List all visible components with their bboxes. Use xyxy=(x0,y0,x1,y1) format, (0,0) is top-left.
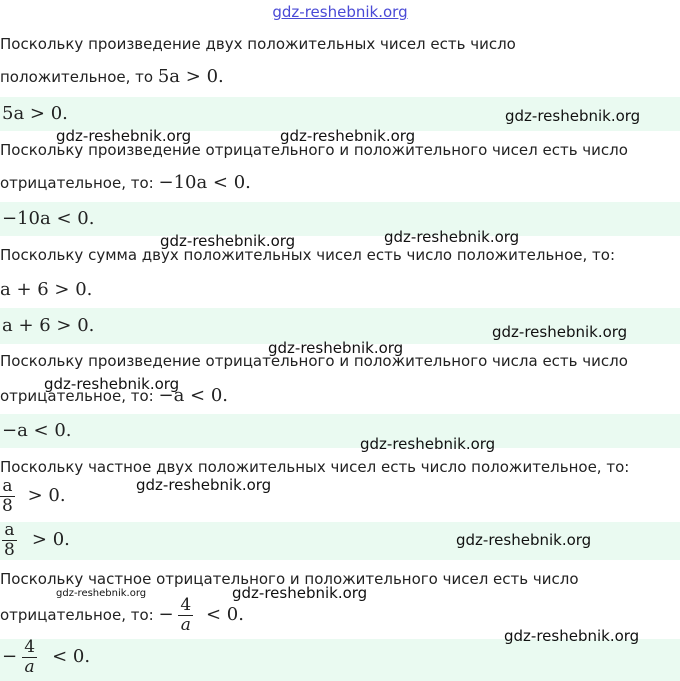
block3-inline-math: a + 6 > 0. xyxy=(0,279,93,300)
block6-inline-rest: < 0. xyxy=(205,604,244,625)
block2-answer-band xyxy=(0,202,680,236)
block4-answer: −a < 0. xyxy=(2,420,72,441)
block5-answer-fraction-denominator: 8 xyxy=(4,540,15,560)
block5-inline-fraction-denominator: 8 xyxy=(2,496,13,516)
block6-answer-fraction xyxy=(22,639,37,676)
watermark: gdz-reshebnik.org xyxy=(56,588,147,599)
block4-inline-math: −a < 0. xyxy=(158,385,228,406)
block2-answer: −10a < 0. xyxy=(2,208,95,229)
block6-answer-rest: < 0. xyxy=(52,646,91,667)
watermark: gdz-reshebnik.org xyxy=(136,476,272,494)
block1-text-line1: Поскольку произведение двух положительных чисел есть число xyxy=(0,35,516,53)
watermark: gdz-reshebnik.org xyxy=(232,584,368,602)
block5-text-line2 xyxy=(0,478,66,514)
block5-answer-fraction xyxy=(2,522,17,559)
block5-inline-fraction xyxy=(0,478,15,515)
block2-text-line1: Поскольку произведение отрицательного и положительного чисел есть число xyxy=(0,141,628,159)
block2-text-label: отрицательное, то: xyxy=(0,174,154,192)
block3-answer: a + 6 > 0. xyxy=(2,315,95,336)
block6-inline-fraction-numerator: 4 xyxy=(180,595,192,615)
block1-text-label: положительное, то xyxy=(0,68,154,86)
block6-answer-fraction-numerator: 4 xyxy=(24,637,36,657)
block6-text-label: отрицательное, то: xyxy=(0,606,154,624)
block2-inline-math: −10a < 0. xyxy=(158,172,251,193)
watermark: gdz-reshebnik.org xyxy=(384,228,520,246)
block4-answer-band xyxy=(0,414,680,448)
block2-text-line2 xyxy=(0,173,251,193)
block6-text-line2 xyxy=(0,597,244,637)
block5-inline-rest: > 0. xyxy=(27,485,66,506)
block3-text-line1: Поскольку сумма двух положительных чисел есть число положительное, то: xyxy=(0,246,615,264)
block1-inline-math: 5a > 0. xyxy=(157,66,224,87)
block5-answer xyxy=(2,522,70,559)
block5-answer-rest: > 0. xyxy=(31,529,70,550)
block5-inline-fraction-numerator: a xyxy=(2,476,13,496)
watermark: gdz-reshebnik.org xyxy=(280,127,416,145)
watermark: gdz-reshebnik.org xyxy=(268,339,404,357)
block6-text-line1: Поскольку частное отрицательного и положительного чисел есть число xyxy=(0,570,579,588)
block5-answer-fraction-numerator: a xyxy=(4,520,15,540)
site-link[interactable]: gdz-reshebnik.org xyxy=(272,3,408,21)
block3-text-line2 xyxy=(0,280,92,300)
block4-text-label: отрицательное, то: xyxy=(0,387,154,405)
watermark: gdz-reshebnik.org xyxy=(504,627,640,645)
block5-text-line1: Поскольку частное двух положительных чисел есть число положительное, то: xyxy=(0,458,630,476)
watermark: gdz-reshebnik.org xyxy=(456,531,592,549)
block1-answer: 5a > 0. xyxy=(2,103,68,124)
watermark: gdz-reshebnik.org xyxy=(492,323,628,341)
block6-inline-fraction-denominator: a xyxy=(180,615,191,635)
watermark: gdz-reshebnik.org xyxy=(160,232,296,250)
watermark: gdz-reshebnik.org xyxy=(44,375,180,393)
block6-inline-fraction xyxy=(178,597,193,634)
block1-text-line2 xyxy=(0,67,224,87)
watermark: gdz-reshebnik.org xyxy=(56,127,192,145)
block6-answer-fraction-denominator: a xyxy=(24,657,35,677)
watermark: gdz-reshebnik.org xyxy=(505,107,641,125)
block6-answer-minus: − xyxy=(2,646,18,667)
block6-answer-band xyxy=(0,639,680,681)
block4-text-line1: Поскольку произведение отрицательного и положительного числа есть число xyxy=(0,352,628,370)
block6-answer xyxy=(2,639,90,676)
watermark: gdz-reshebnik.org xyxy=(360,435,496,453)
block6-inline-minus: − xyxy=(158,604,174,625)
